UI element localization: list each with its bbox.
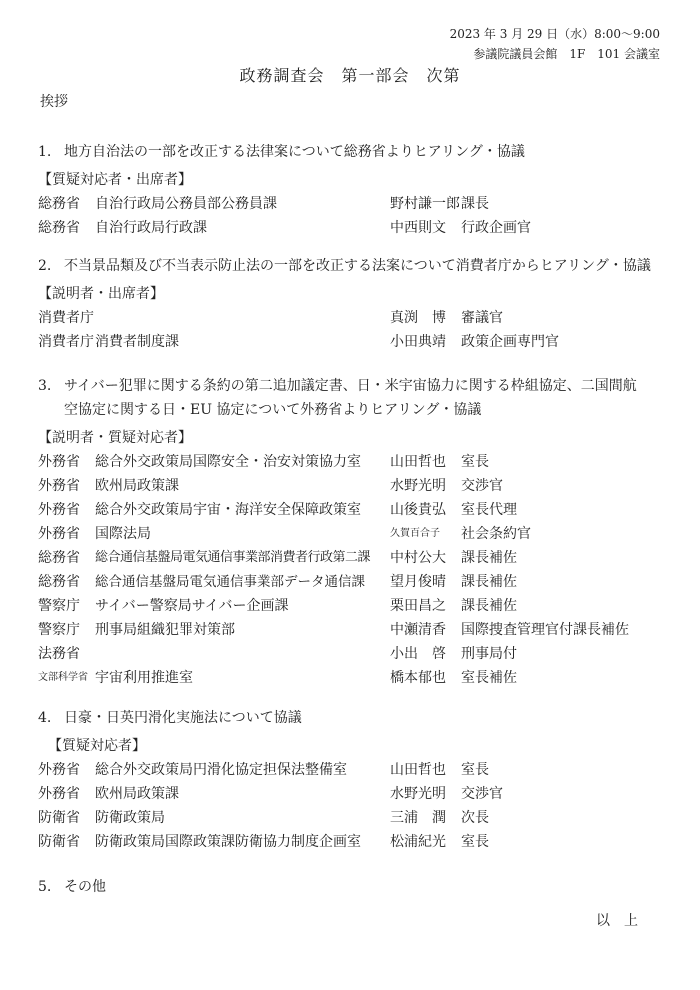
attendee-role: 政策企画専門官 <box>461 334 559 350</box>
attendee-org: 防衛省 <box>38 810 80 826</box>
attendee-role: 行政企画官 <box>461 220 531 236</box>
section-title-line: その他 <box>64 879 106 895</box>
section-title-line: 空協定に関する日・EU 協定について外務省よりヒアリング・協議 <box>64 402 482 418</box>
agenda-section-4 <box>38 706 668 854</box>
attendee-org: 警察庁 <box>38 598 80 614</box>
section-title-line: 日豪・日英円滑化実施法について協議 <box>64 710 302 726</box>
attendee-dept: 消費者制度課 <box>95 334 179 350</box>
attendee-row <box>38 570 668 594</box>
attendee-name: 山後貴弘 <box>390 502 446 518</box>
attendee-row <box>38 782 668 806</box>
attendee-name: 真渕 博 <box>390 310 446 326</box>
attendee-role: 室長 <box>461 454 489 470</box>
attendee-name: 中西則文 <box>390 220 446 236</box>
attendee-row <box>38 330 668 354</box>
attendee-org: 総務省 <box>38 550 80 566</box>
section-number: 5. <box>38 879 52 895</box>
agenda-section-5 <box>38 876 106 896</box>
attendee-row <box>38 758 668 782</box>
attendee-dept: 総合外交政策局宇宙・海洋安全保障政策室 <box>95 502 361 518</box>
attendee-dept: 国際法局 <box>95 526 151 542</box>
attendee-org: 総務省 <box>38 220 80 236</box>
document-title: 政務調査会 第一部会 次第 <box>239 66 461 85</box>
attendee-row <box>38 192 668 216</box>
attendee-role: 室長 <box>461 762 489 778</box>
attendee-role: 課長補佐 <box>461 550 517 566</box>
attendee-org: 警察庁 <box>38 622 80 638</box>
attendee-row <box>38 642 668 666</box>
attendee-row <box>38 522 668 546</box>
closing-mark: 以上 <box>596 913 652 929</box>
meeting-venue: 参議院議員会館 1F 101 会議室 <box>473 47 660 61</box>
attendee-org: 外務省 <box>38 526 80 542</box>
greeting-item: 挨拶 <box>40 94 68 110</box>
attendee-name: 水野光明 <box>390 478 446 494</box>
attendee-org: 外務省 <box>38 502 80 518</box>
agenda-section-3 <box>38 374 668 690</box>
meeting-datetime: 2023 年 3 月 29 日（水）8:00～9:00 <box>449 27 660 41</box>
attendee-role: 審議官 <box>461 310 503 326</box>
attendee-name: 小出 啓 <box>390 646 446 662</box>
attendee-name: 水野光明 <box>390 786 446 802</box>
attendee-row <box>38 666 668 690</box>
section-title-line: 不当景品類及び不当表示防止法の一部を改正する法案について消費者庁からヒアリング・協議 <box>64 258 651 274</box>
attendee-dept: 防衛政策局国際政策課防衛協力制度企画室 <box>95 834 361 850</box>
attendee-dept: 総合外交政策局円滑化協定担保法整備室 <box>95 762 347 778</box>
attendee-name: 久賀百合子 <box>390 528 440 539</box>
attendee-dept: 自治行政局行政課 <box>95 220 207 236</box>
attendee-role: 次長 <box>461 810 489 826</box>
attendee-dept: 自治行政局公務員部公務員課 <box>95 196 277 212</box>
attendee-name: 山田哲也 <box>390 454 446 470</box>
attendee-row <box>38 474 668 498</box>
attendee-org: 消費者庁 <box>38 334 94 350</box>
attendee-name: 中村公大 <box>390 550 446 566</box>
attendee-dept: 総合通信基盤局電気通信事業部データ通信課 <box>95 574 365 590</box>
section-title <box>38 374 668 422</box>
attendee-role: 室長 <box>461 834 489 850</box>
section-title <box>38 140 668 164</box>
attendee-name: 栗田昌之 <box>390 598 446 614</box>
attendee-org: 防衛省 <box>38 834 80 850</box>
attendee-org: 外務省 <box>38 786 80 802</box>
section-subheader: 【質疑対応者・出席者】 <box>38 172 192 188</box>
attendee-dept: 総合通信基盤局電気通信事業部消費者行政第二課 <box>95 550 371 565</box>
section-subheader: 【質疑対応者】 <box>48 738 146 754</box>
section-number: 1. <box>38 144 52 160</box>
section-title-line: 地方自治法の一部を改正する法律案について総務省よりヒアリング・協議 <box>64 144 525 160</box>
attendee-org: 外務省 <box>38 762 80 778</box>
section-title <box>38 706 668 730</box>
agenda-section-2 <box>38 254 668 354</box>
attendee-dept: 防衛政策局 <box>95 810 165 826</box>
attendee-row <box>38 216 668 240</box>
attendee-row <box>38 450 668 474</box>
attendee-name: 山田哲也 <box>390 762 446 778</box>
section-number: 2. <box>38 258 52 274</box>
section-number: 4. <box>38 710 52 726</box>
attendee-org: 総務省 <box>38 196 80 212</box>
attendee-dept: 総合外交政策局国際安全・治安対策協力室 <box>95 454 361 470</box>
attendee-name: 野村謙一郎 <box>390 196 460 212</box>
attendee-org: 消費者庁 <box>38 310 94 326</box>
attendee-row <box>38 594 668 618</box>
attendee-name: 松浦紀光 <box>390 834 446 850</box>
attendee-role: 室長補佐 <box>461 670 517 686</box>
attendee-row <box>38 546 668 570</box>
attendee-org: 総務省 <box>38 574 80 590</box>
agenda-section-1 <box>38 140 668 240</box>
meeting-header <box>450 24 660 64</box>
section-title-line: サイバー犯罪に関する条約の第二追加議定書、日・米宇宙協力に関する枠組協定、二国間航 <box>64 378 637 394</box>
attendee-row <box>38 806 668 830</box>
attendee-org: 文部科学省 <box>38 672 88 683</box>
section-number: 3. <box>38 378 52 394</box>
attendee-name: 小田典靖 <box>390 334 446 350</box>
attendee-role: 国際捜査管理官付課長補佐 <box>461 622 629 638</box>
attendee-role: 室長代理 <box>461 502 517 518</box>
attendee-dept: サイバー警察局サイバー企画課 <box>95 598 289 614</box>
attendee-row <box>38 618 668 642</box>
attendee-dept: 欧州局政策課 <box>95 786 179 802</box>
attendee-dept: 欧州局政策課 <box>95 478 179 494</box>
attendee-name: 三浦 潤 <box>390 810 446 826</box>
attendee-row <box>38 830 668 854</box>
section-title <box>38 254 668 278</box>
section-subheader: 【説明者・質疑対応者】 <box>38 430 192 446</box>
attendee-role: 社会条約官 <box>461 526 531 542</box>
attendee-role: 刑事局付 <box>461 646 517 662</box>
attendee-role: 課長補佐 <box>461 574 517 590</box>
attendee-role: 課長 <box>461 196 489 212</box>
section-subheader: 【説明者・出席者】 <box>38 286 164 302</box>
attendee-role: 課長補佐 <box>461 598 517 614</box>
attendee-row <box>38 498 668 522</box>
attendee-name: 橋本郁也 <box>390 670 446 686</box>
attendee-row <box>38 306 668 330</box>
attendee-name: 中瀬清香 <box>390 622 446 638</box>
attendee-org: 法務省 <box>38 646 80 662</box>
attendee-dept: 刑事局組織犯罪対策部 <box>95 622 235 638</box>
attendee-role: 交渉官 <box>461 786 503 802</box>
attendee-role: 交渉官 <box>461 478 503 494</box>
attendee-name: 望月俊晴 <box>390 574 446 590</box>
attendee-org: 外務省 <box>38 454 80 470</box>
attendee-org: 外務省 <box>38 478 80 494</box>
attendee-dept: 宇宙利用推進室 <box>95 670 193 686</box>
